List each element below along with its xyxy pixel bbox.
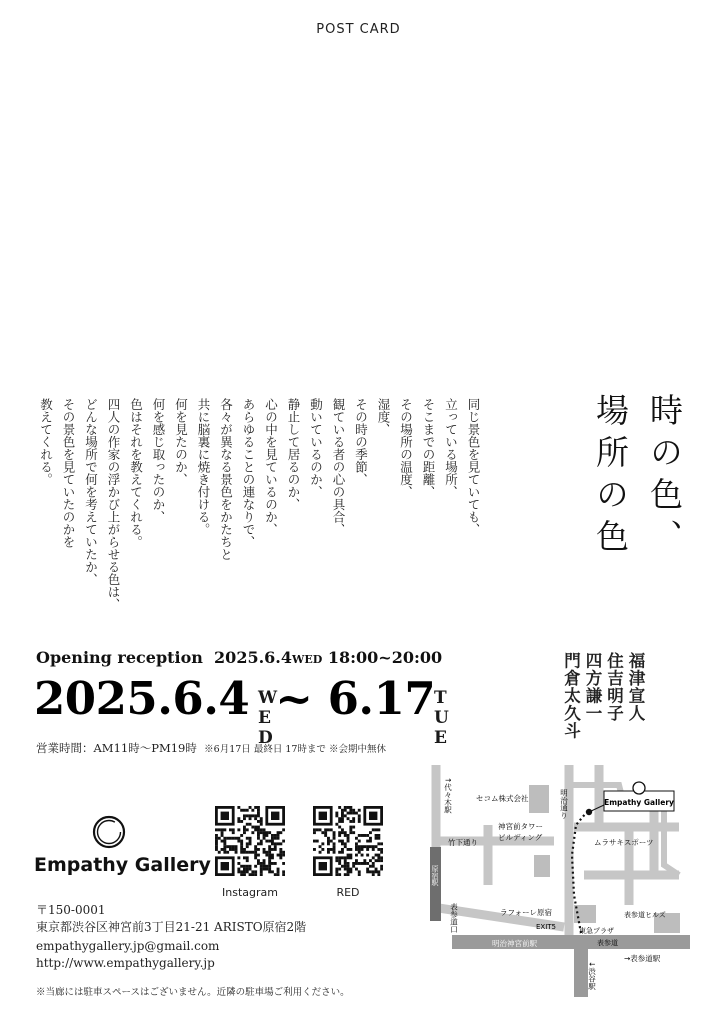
postal-code: 〒150-0001 xyxy=(36,903,106,917)
logo-ring-icon xyxy=(89,812,129,852)
poem-line: 何を見たのか、 xyxy=(173,398,189,486)
poem-line: その景色を見ていたのかを xyxy=(61,398,76,548)
period-end: 6.17 xyxy=(327,672,436,725)
reception-time: 18:00~20:00 xyxy=(327,648,443,667)
poem-line: 動いているのか、 xyxy=(308,398,324,498)
meiji-road-south xyxy=(574,935,588,997)
map-shibuya: ↓渋谷駅 xyxy=(587,961,597,990)
map-murasaki: ムラサキスポーツ xyxy=(594,838,654,847)
gallery-logo-icon xyxy=(633,782,645,794)
hours-note: ※6月17日 最終日 17時まで ※会期中無休 xyxy=(204,744,386,755)
poem xyxy=(34,398,484,648)
artist-name: 福津宣人 xyxy=(626,652,645,722)
parking-note: ※当廊には駐車スペースはございません。近隣の駐車場ご利用ください。 xyxy=(36,987,350,998)
poem-line: その場所の温度、 xyxy=(398,398,414,498)
map-secom: セコム株式会社 xyxy=(476,794,529,803)
website-link[interactable]: http://www.empathygallery.jp xyxy=(36,955,215,970)
map-exit5: EXIT5 xyxy=(536,923,557,931)
poem-line: 同じ景色を見ていても、 xyxy=(466,398,481,536)
map-yoyogi: ↑代々木駅 xyxy=(443,777,453,814)
poem-line: あらゆることの連なりで、 xyxy=(241,398,256,548)
period-start: 2025.6.4 xyxy=(34,672,250,725)
exhibition-title xyxy=(583,393,691,623)
map-tokyu: 東急プラザ xyxy=(579,927,614,935)
red-qr-icon[interactable] xyxy=(313,806,383,876)
hours-main: 営業時間：AM11時～PM19時 xyxy=(36,741,197,755)
qr-label-instagram: Instagram xyxy=(222,886,278,899)
poem-line: 観ている者の心の具合、 xyxy=(331,398,346,536)
artist-name: 門倉太久斗 xyxy=(561,652,581,740)
instagram-qr-icon[interactable] xyxy=(215,806,285,876)
poem-line: 静止して居るのか、 xyxy=(286,398,301,511)
poem-line: 四人の作家の浮かび上がらせる色は、 xyxy=(106,398,121,611)
map-omotesando: 表参道 xyxy=(597,939,618,947)
poem-line: どんな場所で何を考えていたか、 xyxy=(83,398,99,586)
access-map xyxy=(414,765,690,997)
poem-line: 共に脳裏に焼き付ける。 xyxy=(196,398,211,536)
poem-line: その時の季節、 xyxy=(353,398,369,486)
map-takeshita: 竹下通り xyxy=(448,838,478,847)
laforet-block xyxy=(534,855,550,877)
exhibition-period xyxy=(34,672,435,725)
opening-reception xyxy=(36,648,442,667)
brand-name: Empathy Gallery xyxy=(34,854,211,876)
map-omotesando-station: →表参道駅 xyxy=(624,954,661,963)
poem-line: 心の中を見ているのか、 xyxy=(263,398,279,536)
email-link[interactable]: empathygallery.jp@gmail.com xyxy=(36,939,220,953)
title-line: 時の色、 xyxy=(645,393,684,561)
reception-date: 2025.6.4 xyxy=(214,648,292,667)
map-gallery-name: Empathy Gallery xyxy=(604,798,674,807)
map-hills: 表参道ヒルズ xyxy=(624,911,666,919)
artist-name: 四方謙一 xyxy=(583,652,602,722)
postcard-label: POST CARD xyxy=(316,22,401,37)
title-line: 場所の色 xyxy=(591,393,630,561)
period-separator: ~ xyxy=(275,672,313,725)
poem-line: 教えてくれる。 xyxy=(38,398,54,486)
qr-label-red: RED xyxy=(336,886,360,899)
map-tower-2: ビルディング xyxy=(498,833,543,842)
reception-label: Opening reception xyxy=(36,648,203,667)
artist-name: 住吉明子 xyxy=(604,652,624,722)
poem-line: 湿度、 xyxy=(376,398,391,436)
map-meiji-jingumae: 明治神宮前駅 xyxy=(492,939,537,948)
start-weekday: W E D xyxy=(258,688,278,748)
map-tower-1: 神宮前タワー xyxy=(498,822,543,831)
contact-block xyxy=(36,902,306,971)
street-address: 東京都渋谷区神宮前3丁目21-21 ARISTO原宿2階 xyxy=(36,919,307,934)
poem-line: 立っている場所、 xyxy=(443,398,459,498)
poem-line: 各々が異なる景色をかたちと xyxy=(218,398,234,561)
map-meiji-dori: 明治通り xyxy=(559,789,569,819)
artist-list xyxy=(560,652,646,762)
map-harajuku: 原宿駅 xyxy=(431,865,439,886)
reception-weekday: WED xyxy=(291,653,323,666)
map-omotesando-guchi: 表参道口 xyxy=(449,903,459,933)
poem-line: 色はそれを教えてくれる。 xyxy=(128,398,144,548)
omotesando-road xyxy=(452,935,690,949)
poem-line: そこまでの距離、 xyxy=(421,398,436,498)
end-weekday: T U E xyxy=(434,688,449,748)
secom-block xyxy=(529,785,549,813)
gallery-logo xyxy=(34,812,184,856)
poem-line: 何を感じ取ったのか、 xyxy=(151,398,166,523)
map-laforet: ラフォーレ原宿 xyxy=(500,908,552,917)
opening-hours xyxy=(36,740,386,756)
